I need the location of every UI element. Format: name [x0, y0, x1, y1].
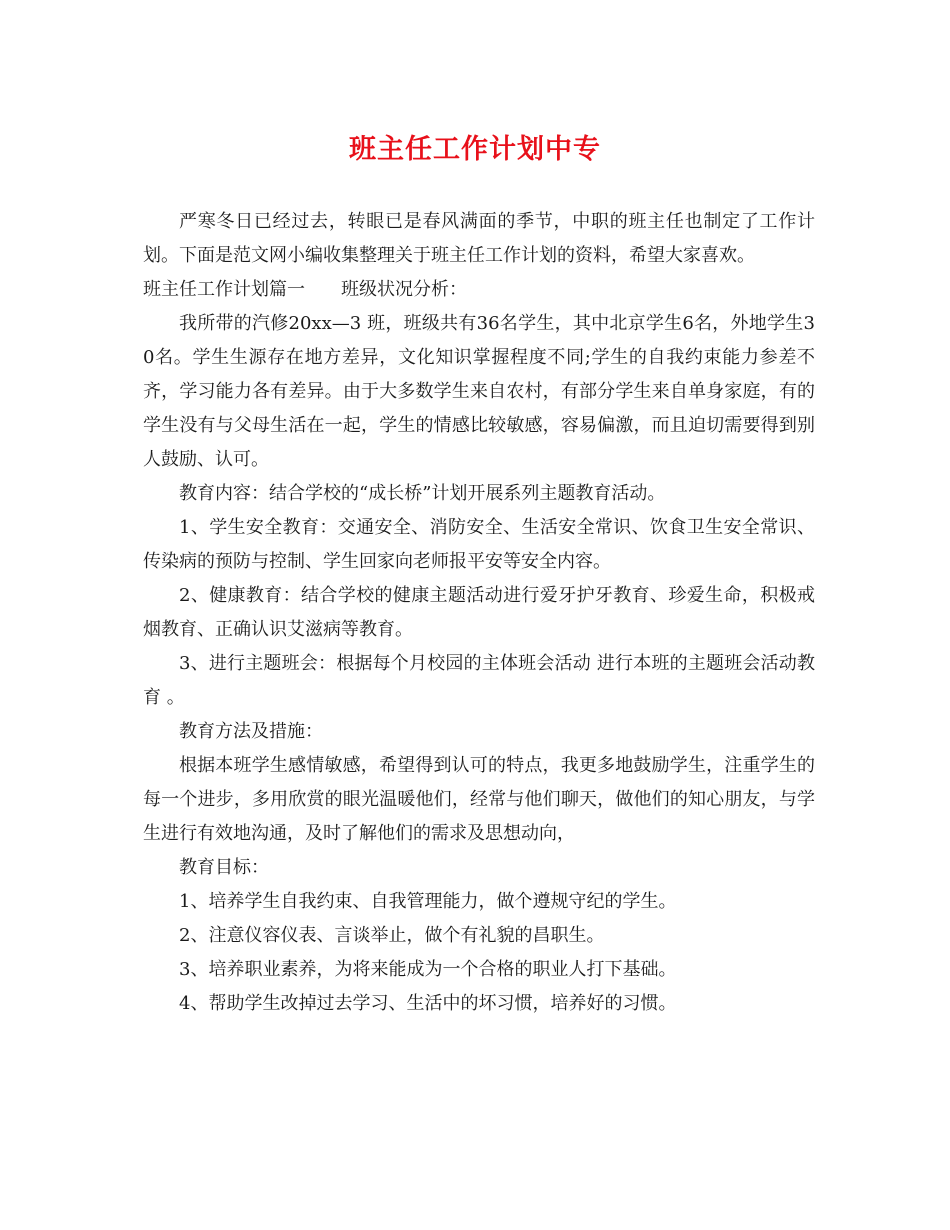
paragraph-goal-1: 1、培养学生自我约束、自我管理能力，做个遵规守纪的学生。: [179, 891, 677, 912]
paragraph-methods-body: 根据本班学生感情敏感，希望得到认可的特点，我更多地鼓励学生，注重学生的每一个进步，多用欣赏的眼光温暖他们，经常与他们聊天，做他们的知心朋友，与学生进行有效地沟通，及时了解他们的需求及思想动向，: [143, 755, 815, 844]
paragraph-goal-4: 4、帮助学生改掉过去学习、生活中的坏习惯，培养好的习惯。: [179, 993, 677, 1014]
paragraph-content-1: 1、学生安全教育：交通安全、消防安全、生活安全常识、饮食卫生安全常识、传染病的预防与控制、学生回家向老师报平安等安全内容。: [143, 517, 815, 572]
section-heading-part1: 班主任工作计划篇一: [143, 279, 305, 300]
paragraph-content-3: 3、进行主题班会：根据每个月校园的主体班会活动 进行本班的主题班会活动教育 。: [143, 653, 815, 708]
document-title: 班主任工作计划中专: [349, 134, 601, 165]
paragraph-edu-goals: 教育目标：: [179, 857, 269, 878]
section-heading-part2: 班级状况分析：: [341, 279, 467, 300]
paragraph-content-2: 2、健康教育：结合学校的健康主题活动进行爱牙护牙教育、珍爱生命，积极戒烟教育、正确认识艾滋病等教育。: [143, 585, 815, 640]
document-body: [143, 205, 815, 1021]
paragraph-goal-2: 2、注意仪容仪表、言谈举止，做个有礼貌的昌职生。: [179, 925, 605, 946]
section-heading: [143, 273, 815, 307]
paragraph-goal-3: 3、培养职业素养，为将来能成为一个合格的职业人打下基础。: [179, 959, 677, 980]
paragraph-edu-methods: 教育方法及措施：: [179, 721, 323, 742]
paragraph-intro: 严寒冬日已经过去，转眼已是春风满面的季节，中职的班主任也制定了工作计划。下面是范文网小编收集整理关于班主任工作计划的资料，希望大家喜欢。: [143, 211, 815, 266]
paragraph-class-analysis: 我所带的汽修20xx—3 班，班级共有36名学生，其中北京学生6名，外地学生30名。学生生源存在地方差异，文化知识掌握程度不同;学生的自我约束能力参差不齐，学习能力各有差异。由于大多数学生来自农村，有部分学生来自单身家庭，有的学生没有与父母生活在一起，学生的情感比较敏感，容易偏激，而且迫切需要得到别人鼓励、认可。: [143, 313, 815, 470]
paragraph-edu-content: 教育内容：结合学校的“成长桥”计划开展系列主题教育活动。: [179, 483, 666, 504]
